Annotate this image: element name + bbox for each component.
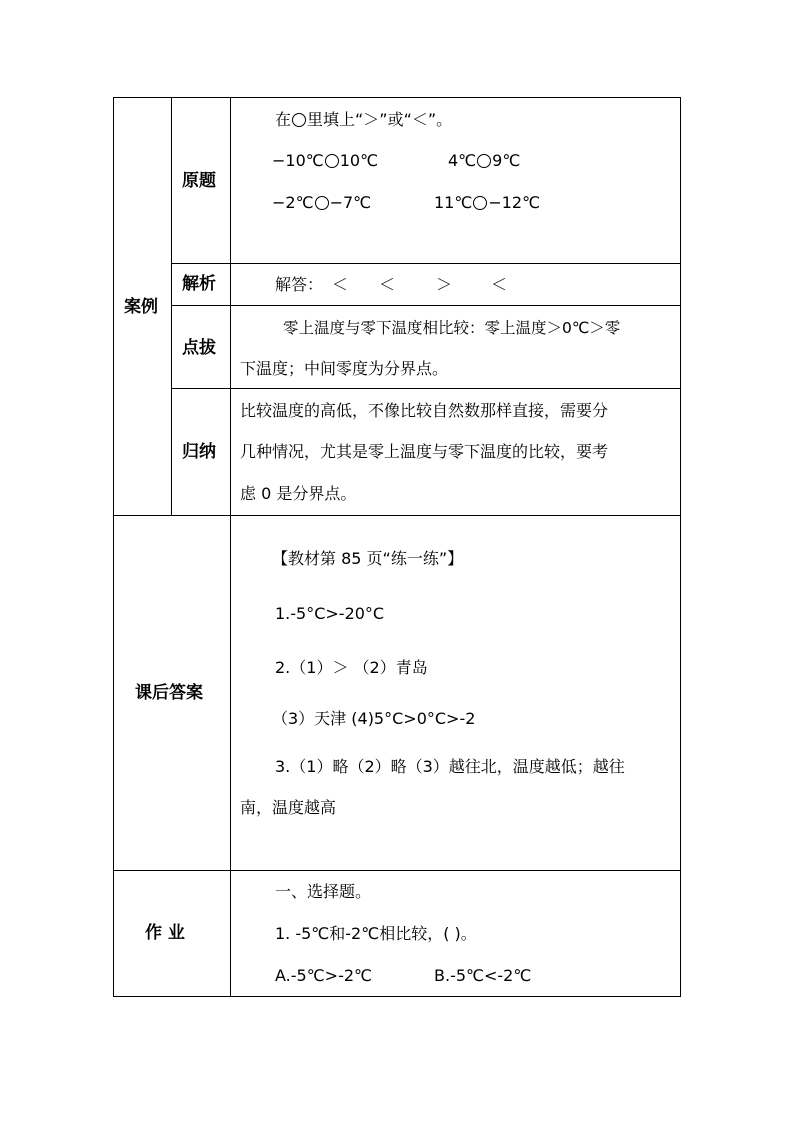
- answers-line: 2.（1）＞ （2）青岛: [275, 658, 428, 677]
- homework-line: 一、选择题。: [275, 882, 372, 901]
- blank-circle-icon: [477, 154, 491, 168]
- item-right: 10℃: [339, 151, 379, 170]
- blank-circle-icon: [473, 196, 487, 210]
- question-instruction: [275, 110, 452, 130]
- homework-section-label: 作 业: [145, 923, 185, 943]
- analysis-prefix: 解答：: [275, 275, 324, 294]
- item-right: −12℃: [488, 193, 541, 212]
- item-left: −2℃: [272, 193, 314, 212]
- blank-circle-icon: [292, 113, 306, 127]
- comparison-item: [272, 151, 378, 171]
- answers-line: 【教材第 85 页“练一练”】: [272, 549, 464, 568]
- analysis-answer: ＜: [491, 275, 508, 294]
- comparison-item: [272, 193, 371, 213]
- table-right-border: [680, 97, 681, 997]
- tips-line: 下温度；中间零度为分界点。: [240, 359, 449, 378]
- table-top-border: [113, 97, 681, 98]
- blank-circle-icon: [315, 196, 329, 210]
- item-left: 4℃: [448, 151, 477, 170]
- item-left: −10℃: [272, 151, 324, 170]
- column-divider: [230, 97, 231, 997]
- answers-line: 南，温度越高: [240, 798, 337, 817]
- homework-line: 1. -5℃和-2℃相比较，( )。: [275, 924, 477, 943]
- instruction-pre: 在: [275, 110, 292, 129]
- item-right: 9℃: [492, 151, 521, 170]
- analysis-label: 解析: [182, 274, 216, 294]
- table-left-border: [113, 97, 114, 997]
- homework-option-b: B.-5℃<-2℃: [434, 966, 532, 985]
- row-divider: [113, 515, 681, 516]
- answers-line: （3）天津 (4)5°C>0°C>-2: [272, 709, 476, 728]
- blank-circle-icon: [325, 154, 339, 168]
- analysis-answer: ＜: [332, 275, 349, 294]
- row-divider: [171, 388, 681, 389]
- row-divider: [171, 263, 681, 264]
- analysis-answer: ＞: [436, 275, 453, 294]
- row-divider: [113, 870, 681, 871]
- table-bottom-border: [113, 996, 681, 997]
- instruction-post: 里填上“＞”或“＜”。: [307, 110, 453, 129]
- tips-label: 点拔: [182, 338, 216, 358]
- comparison-item: [448, 151, 520, 171]
- comparison-item: [434, 193, 540, 213]
- summary-line: 虑 0 是分界点。: [240, 484, 357, 503]
- answers-section-label: 课后答案: [135, 683, 203, 703]
- case-section-label: 案例: [124, 297, 158, 317]
- original-question-label: 原题: [182, 171, 216, 191]
- tips-line: 零上温度与零下温度相比较：零上温度＞0℃＞零: [283, 319, 621, 337]
- homework-option-a: A.-5℃>-2℃: [275, 966, 372, 985]
- answers-line: 3.（1）略（2）略（3）越往北，温度越低；越往: [275, 757, 625, 776]
- answers-line: 1.-5°C>-20°C: [275, 604, 385, 623]
- summary-label: 归纳: [182, 442, 216, 462]
- item-right: −7℃: [329, 193, 372, 212]
- summary-line: 几种情况，尤其是零上温度与零下温度的比较，要考: [240, 442, 609, 461]
- item-left: 11℃: [434, 193, 473, 212]
- summary-line: 比较温度的高低，不像比较自然数那样直接，需要分: [240, 401, 609, 420]
- analysis-answer: ＜: [379, 275, 396, 294]
- row-divider: [171, 305, 681, 306]
- column-divider: [171, 97, 172, 515]
